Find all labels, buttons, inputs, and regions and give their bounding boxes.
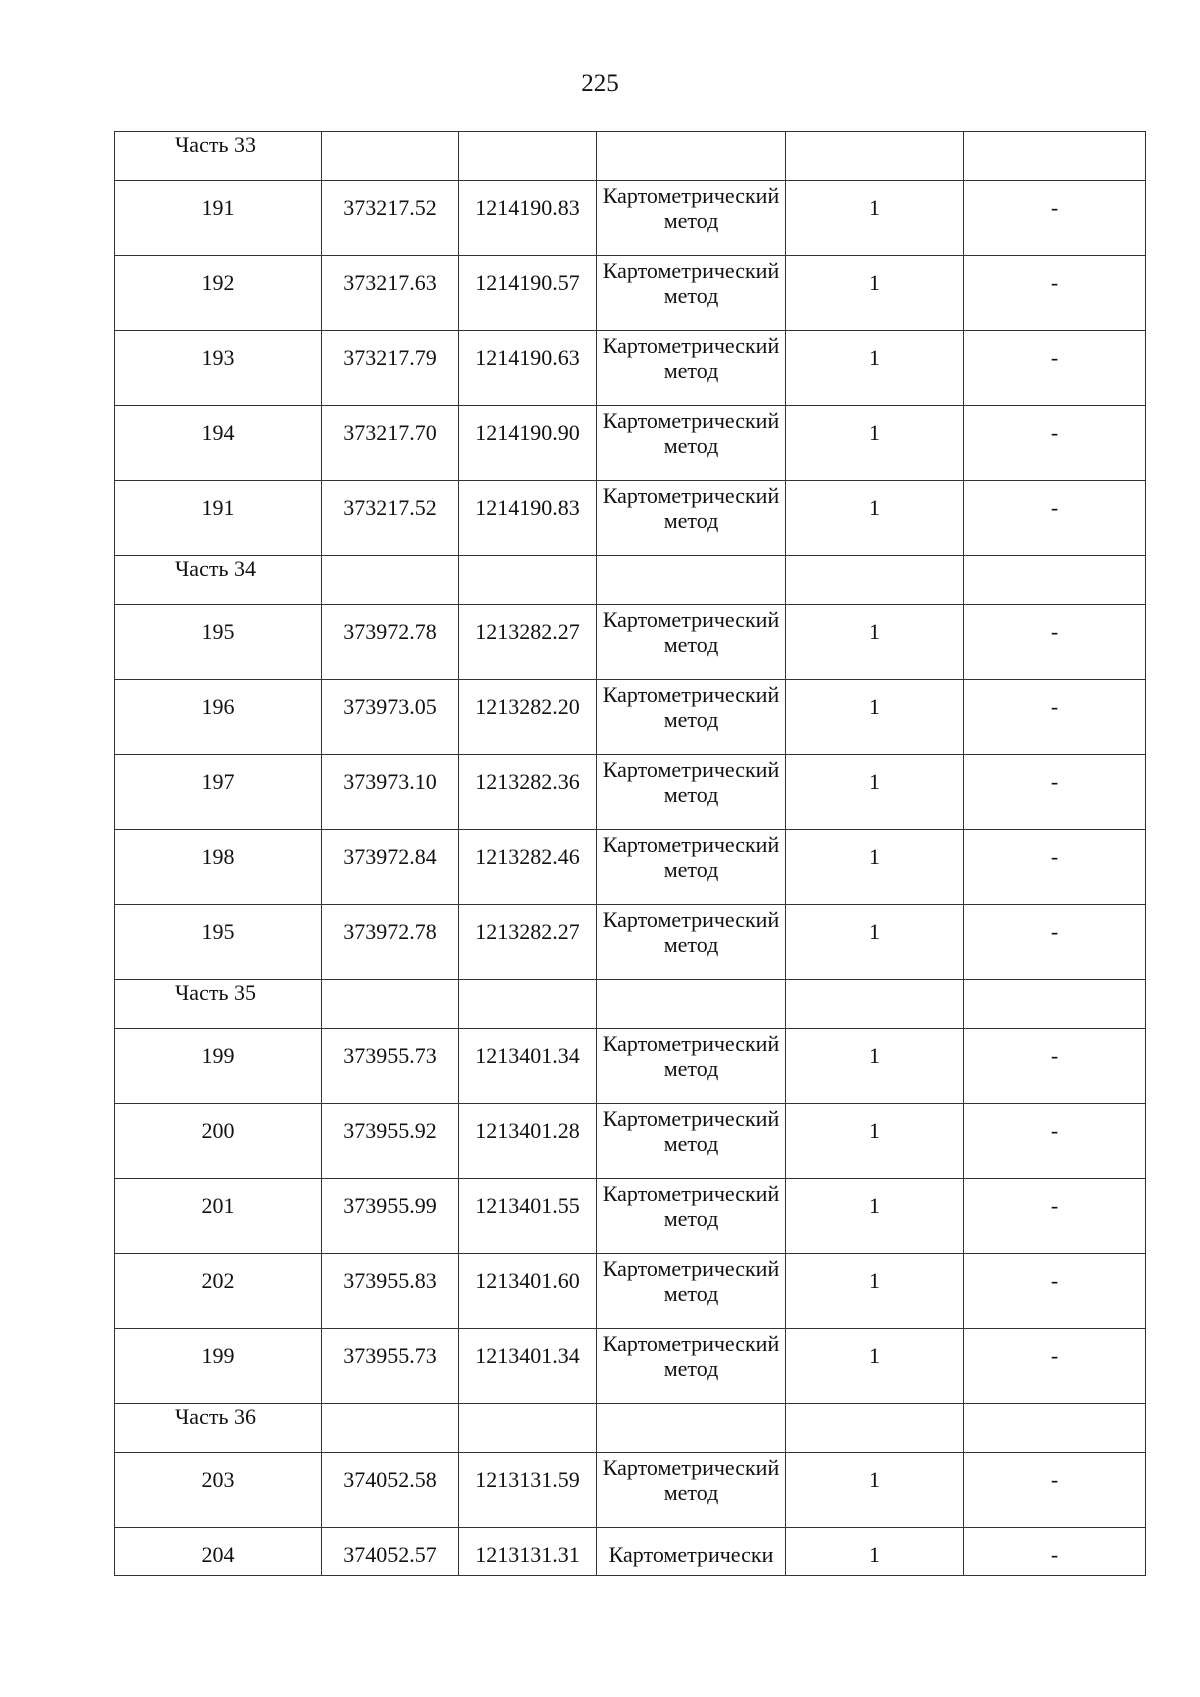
page-number: 225 [581,70,619,97]
empty-cell [786,556,964,605]
method-text: Картометрический метод [602,1181,780,1231]
method-cell [597,1104,786,1179]
empty-cell [964,132,1146,181]
section-header-row [115,132,1146,181]
accuracy-cell: 1 [786,1029,964,1104]
note-cell: - [964,605,1146,680]
accuracy-cell: 1 [786,256,964,331]
empty-cell [964,980,1146,1029]
x-coordinate-cell: 374052.57 [322,1528,459,1576]
coordinates-table-body [115,132,1146,1576]
note-cell: - [964,755,1146,830]
method-cell [597,181,786,256]
method-cell [597,1254,786,1329]
point-number-cell: 198 [115,830,322,905]
table-row [115,830,1146,905]
x-coordinate-cell: 373973.10 [322,755,459,830]
note-cell: - [964,1179,1146,1254]
y-coordinate-cell: 1213282.36 [459,755,597,830]
method-text: Картометрический метод [602,1256,780,1306]
point-number-cell: 197 [115,755,322,830]
accuracy-cell: 1 [786,1329,964,1404]
table-row [115,1453,1146,1528]
table-row [115,1254,1146,1329]
accuracy-cell: 1 [786,406,964,481]
y-coordinate-cell: 1213131.59 [459,1453,597,1528]
table-row [115,331,1146,406]
section-label: Часть 35 [115,980,322,1029]
empty-cell [597,132,786,181]
accuracy-cell: 1 [786,481,964,556]
point-number-cell: 201 [115,1179,322,1254]
section-label: Часть 33 [115,132,322,181]
method-text: Картометрический метод [602,1031,780,1081]
empty-cell [597,980,786,1029]
accuracy-cell: 1 [786,755,964,830]
table-row [115,605,1146,680]
table-row [115,1179,1146,1254]
accuracy-cell: 1 [786,680,964,755]
accuracy-cell: 1 [786,1179,964,1254]
x-coordinate-cell: 373217.70 [322,406,459,481]
x-coordinate-cell: 373955.92 [322,1104,459,1179]
y-coordinate-cell: 1214190.90 [459,406,597,481]
accuracy-cell: 1 [786,1104,964,1179]
note-cell: - [964,181,1146,256]
point-number-cell: 199 [115,1029,322,1104]
y-coordinate-cell: 1213282.27 [459,905,597,980]
point-number-cell: 202 [115,1254,322,1329]
empty-cell [597,1404,786,1453]
point-number-cell: 194 [115,406,322,481]
x-coordinate-cell: 374052.58 [322,1453,459,1528]
method-text: Картометрически [608,1542,774,1567]
method-cell [597,680,786,755]
method-cell [597,830,786,905]
section-header-row [115,556,1146,605]
point-number-cell: 200 [115,1104,322,1179]
empty-cell [459,556,597,605]
section-header-row [115,1404,1146,1453]
note-cell: - [964,1104,1146,1179]
method-text: Картометрический метод [602,483,780,533]
x-coordinate-cell: 373972.78 [322,605,459,680]
point-number-cell: 199 [115,1329,322,1404]
method-cell [597,256,786,331]
table-row [115,1528,1146,1576]
note-cell: - [964,331,1146,406]
y-coordinate-cell: 1214190.57 [459,256,597,331]
empty-cell [786,132,964,181]
x-coordinate-cell: 373217.52 [322,481,459,556]
method-text: Картометрический метод [602,258,780,308]
note-cell: - [964,1029,1146,1104]
empty-cell [322,980,459,1029]
method-text: Картометрический метод [602,1455,780,1505]
x-coordinate-cell: 373955.73 [322,1329,459,1404]
method-text: Картометрический метод [602,907,780,957]
method-cell [597,481,786,556]
note-cell: - [964,830,1146,905]
table-row [115,905,1146,980]
note-cell: - [964,1329,1146,1404]
y-coordinate-cell: 1214190.83 [459,481,597,556]
note-cell: - [964,1528,1146,1576]
y-coordinate-cell: 1213401.60 [459,1254,597,1329]
table-row [115,406,1146,481]
note-cell: - [964,905,1146,980]
point-number-cell: 195 [115,605,322,680]
method-text: Картометрический метод [602,607,780,657]
empty-cell [459,132,597,181]
note-cell: - [964,256,1146,331]
method-text: Картометрический метод [602,333,780,383]
table-row [115,755,1146,830]
y-coordinate-cell: 1213401.28 [459,1104,597,1179]
y-coordinate-cell: 1213282.46 [459,830,597,905]
empty-cell [964,1404,1146,1453]
accuracy-cell: 1 [786,605,964,680]
x-coordinate-cell: 373955.99 [322,1179,459,1254]
y-coordinate-cell: 1213401.55 [459,1179,597,1254]
x-coordinate-cell: 373217.79 [322,331,459,406]
method-cell [597,905,786,980]
accuracy-cell: 1 [786,181,964,256]
empty-cell [964,556,1146,605]
method-cell [597,755,786,830]
section-header-row [115,980,1146,1029]
method-text: Картометрический метод [602,1331,780,1381]
method-cell [597,406,786,481]
method-text: Картометрический метод [602,682,780,732]
method-cell [597,1329,786,1404]
table-row [115,680,1146,755]
accuracy-cell: 1 [786,1453,964,1528]
accuracy-cell: 1 [786,830,964,905]
empty-cell [786,980,964,1029]
y-coordinate-cell: 1213131.31 [459,1528,597,1576]
point-number-cell: 204 [115,1528,322,1576]
method-cell [597,1528,786,1576]
section-label: Часть 34 [115,556,322,605]
y-coordinate-cell: 1214190.63 [459,331,597,406]
accuracy-cell: 1 [786,1528,964,1576]
x-coordinate-cell: 373955.83 [322,1254,459,1329]
accuracy-cell: 1 [786,331,964,406]
table-row [115,481,1146,556]
coordinates-table [114,131,1146,1576]
point-number-cell: 192 [115,256,322,331]
y-coordinate-cell: 1213282.20 [459,680,597,755]
method-text: Картометрический метод [602,408,780,458]
x-coordinate-cell: 373217.63 [322,256,459,331]
x-coordinate-cell: 373217.52 [322,181,459,256]
point-number-cell: 191 [115,181,322,256]
x-coordinate-cell: 373972.78 [322,905,459,980]
empty-cell [459,980,597,1029]
x-coordinate-cell: 373973.05 [322,680,459,755]
note-cell: - [964,481,1146,556]
empty-cell [597,556,786,605]
point-number-cell: 191 [115,481,322,556]
empty-cell [786,1404,964,1453]
y-coordinate-cell: 1213282.27 [459,605,597,680]
method-text: Картометрический метод [602,832,780,882]
method-cell [597,1453,786,1528]
table-row [115,181,1146,256]
note-cell: - [964,406,1146,481]
note-cell: - [964,1453,1146,1528]
table-row [115,256,1146,331]
section-label: Часть 36 [115,1404,322,1453]
point-number-cell: 193 [115,331,322,406]
method-cell [597,1029,786,1104]
y-coordinate-cell: 1213401.34 [459,1029,597,1104]
method-text: Картометрический метод [602,757,780,807]
y-coordinate-cell: 1214190.83 [459,181,597,256]
empty-cell [459,1404,597,1453]
point-number-cell: 203 [115,1453,322,1528]
empty-cell [322,132,459,181]
accuracy-cell: 1 [786,905,964,980]
method-cell [597,605,786,680]
method-cell [597,1179,786,1254]
empty-cell [322,556,459,605]
table-row [115,1029,1146,1104]
point-number-cell: 196 [115,680,322,755]
accuracy-cell: 1 [786,1254,964,1329]
x-coordinate-cell: 373955.73 [322,1029,459,1104]
table-row [115,1329,1146,1404]
method-cell [597,331,786,406]
note-cell: - [964,680,1146,755]
empty-cell [322,1404,459,1453]
table-row [115,1104,1146,1179]
y-coordinate-cell: 1213401.34 [459,1329,597,1404]
point-number-cell: 195 [115,905,322,980]
method-text: Картометрический метод [602,1106,780,1156]
method-text: Картометрический метод [602,183,780,233]
note-cell: - [964,1254,1146,1329]
x-coordinate-cell: 373972.84 [322,830,459,905]
